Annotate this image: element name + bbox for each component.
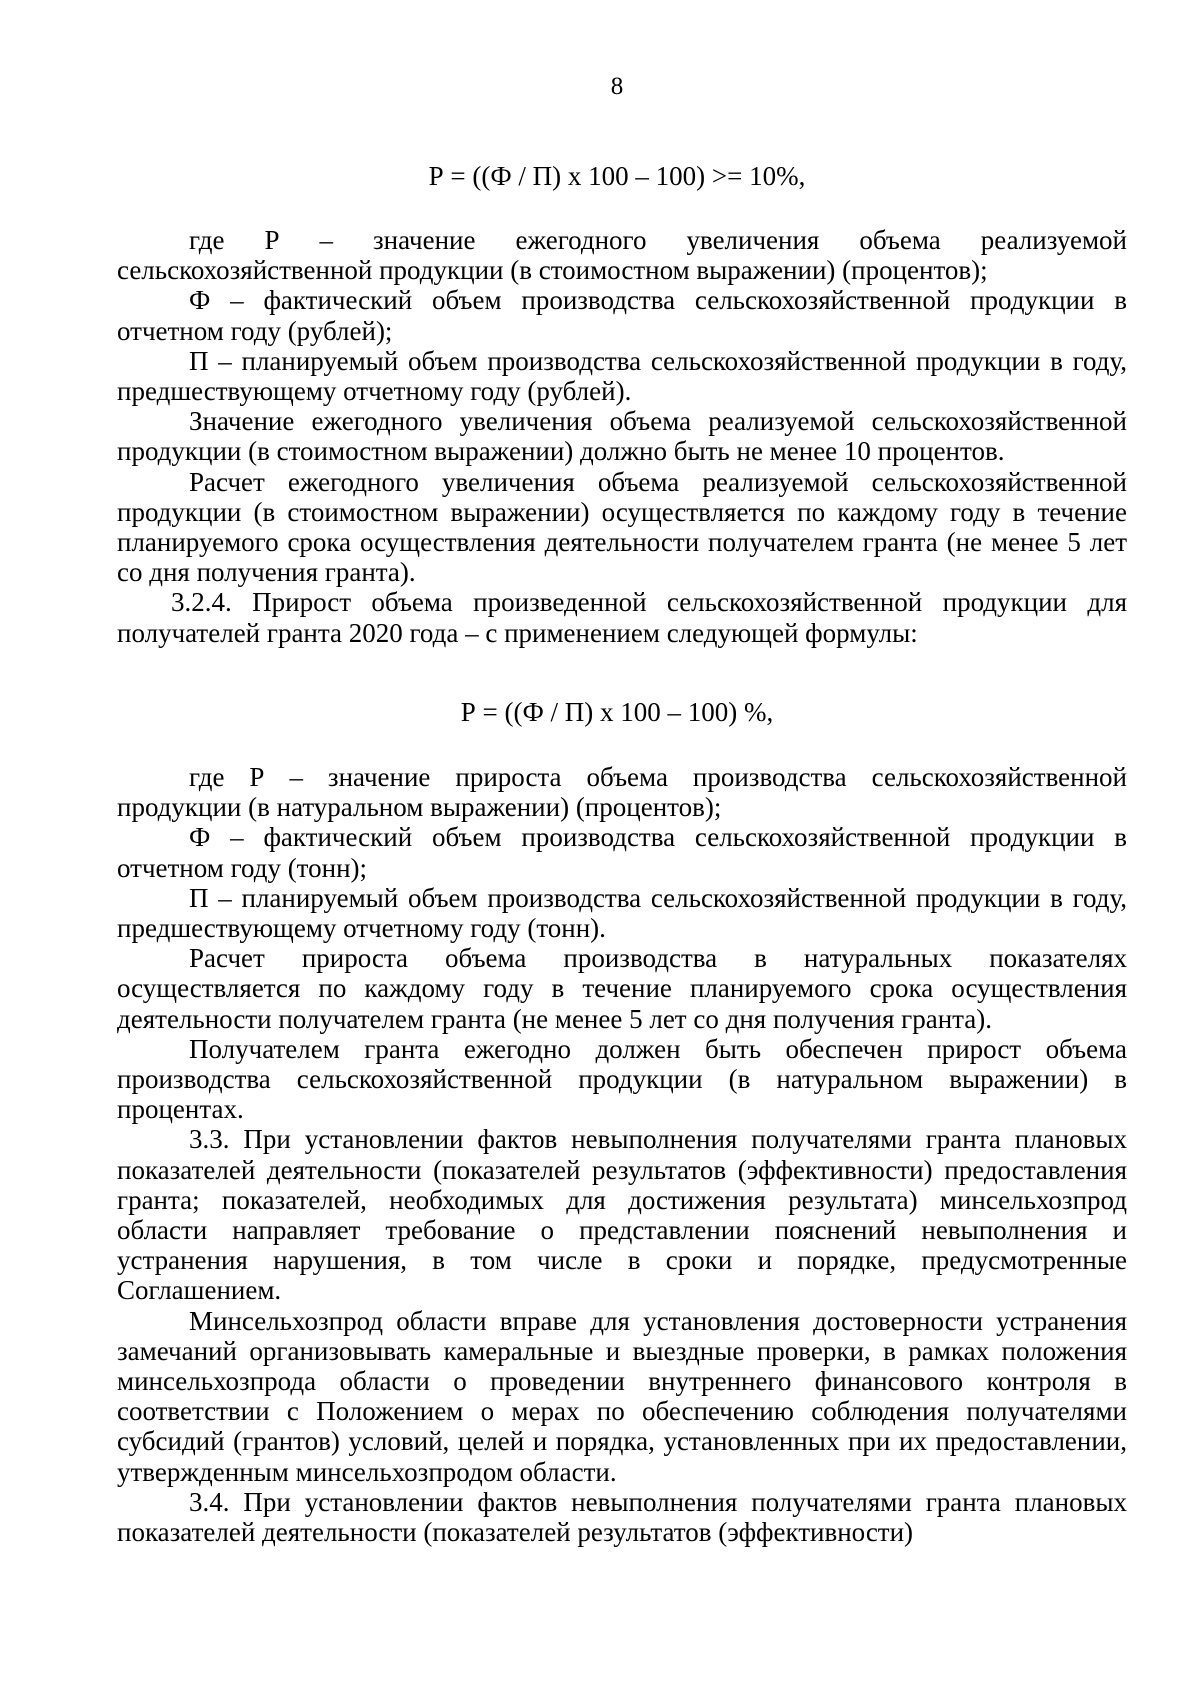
paragraph-definition-f: Ф – фактический объем производства сельскохозяйственной продукции в отчетном году (рублей);: [117, 285, 1127, 346]
paragraph-growth-requirement: Получателем гранта ежегодно должен быть обеспечен прирост объема производства сельскохозяйственной продукции (в натуральном выражении) в процентах.: [117, 1033, 1127, 1125]
paragraph-minimum-value: Значение ежегодного увеличения объема реализуемой сельскохозяйственной продукции (в стоимостном выражении) должно быть не менее 10 процентов.: [117, 406, 1127, 467]
paragraph-3-3: 3.3. При установлении фактов невыполнения получателями гранта плановых показателей деятельности (показателей результатов (эффективности) предоставления гранта; показателей, необходимых для достижения результата) минсельхозпрод области направляет требование о представлении пояснений невыполнения и устранения нарушения, в том числе в сроки и порядке, предусмотренные Соглашением.: [117, 1124, 1127, 1306]
paragraph-3-4: 3.4. При установлении фактов невыполнения получателями гранта плановых показателей деятельности (показателей результатов (эффективности): [117, 1486, 1127, 1548]
text-section-a: [117, 225, 1127, 648]
paragraph-calculation-note: Расчет прироста объема производства в натуральных показателях осуществляется по каждому году в течение планируемого срока осуществления деятельности получателем гранта (не менее 5 лет со дня получения гранта).: [117, 943, 1127, 1034]
paragraph-calculation-note: Расчет ежегодного увеличения объема реализуемой сельскохозяйственной продукции (в стоимостном выражении) осуществляется по каждому году в течение планируемого срока осуществления деятельности получателем гранта (не менее 5 лет со дня получения гранта).: [117, 466, 1127, 588]
paragraph-definition-plan: П – планируемый объем производства сельскохозяйственной продукции в году, предшествующему отчетному году (рублей).: [117, 345, 1127, 407]
paragraph-definition-plan: П – планируемый объем производства сельскохозяйственной продукции в году, предшествующему отчетному году (тонн).: [117, 882, 1127, 944]
paragraph-definition-f: Ф – фактический объем производства сельскохозяйственной продукции в отчетном году (тонн);: [117, 822, 1127, 883]
paragraph-definition-p: где Р – значение ежегодного увеличения объема реализуемой сельскохозяйственной продукции (в стоимостном выражении) (процентов);: [117, 225, 1127, 286]
formula-annual-increase: Р = ((Ф / П) х 100 – 100) >= 10%,: [428, 161, 806, 191]
paragraph-definition-p: где Р – значение прироста объема производства сельскохозяйственной продукции (в натуральном выражении) (процентов);: [117, 762, 1127, 823]
page-number: 8: [610, 73, 624, 100]
paragraph-3-2-4: 3.2.4. Прирост объема произведенной сельскохозяйственной продукции для получателей гранта 2020 года – с применением следующей формулы:: [117, 587, 1127, 648]
formula-production-growth: Р = ((Ф / П) х 100 – 100) %,: [460, 697, 774, 727]
text-section-b: [117, 762, 1127, 1547]
paragraph-inspections: Минсельхозпрод области вправе для установления достоверности устранения замечаний организовывать камеральные и выездные проверки, в рамках положения минсельхозпрода области о проведении внутреннего финансового контроля в соответствии с Положением о мерах по обеспечению соблюдения получателями субсидий (грантов) условий, целей и порядка, установленных при их предоставлении, утвержденным минсельхозпродом области.: [117, 1305, 1127, 1487]
